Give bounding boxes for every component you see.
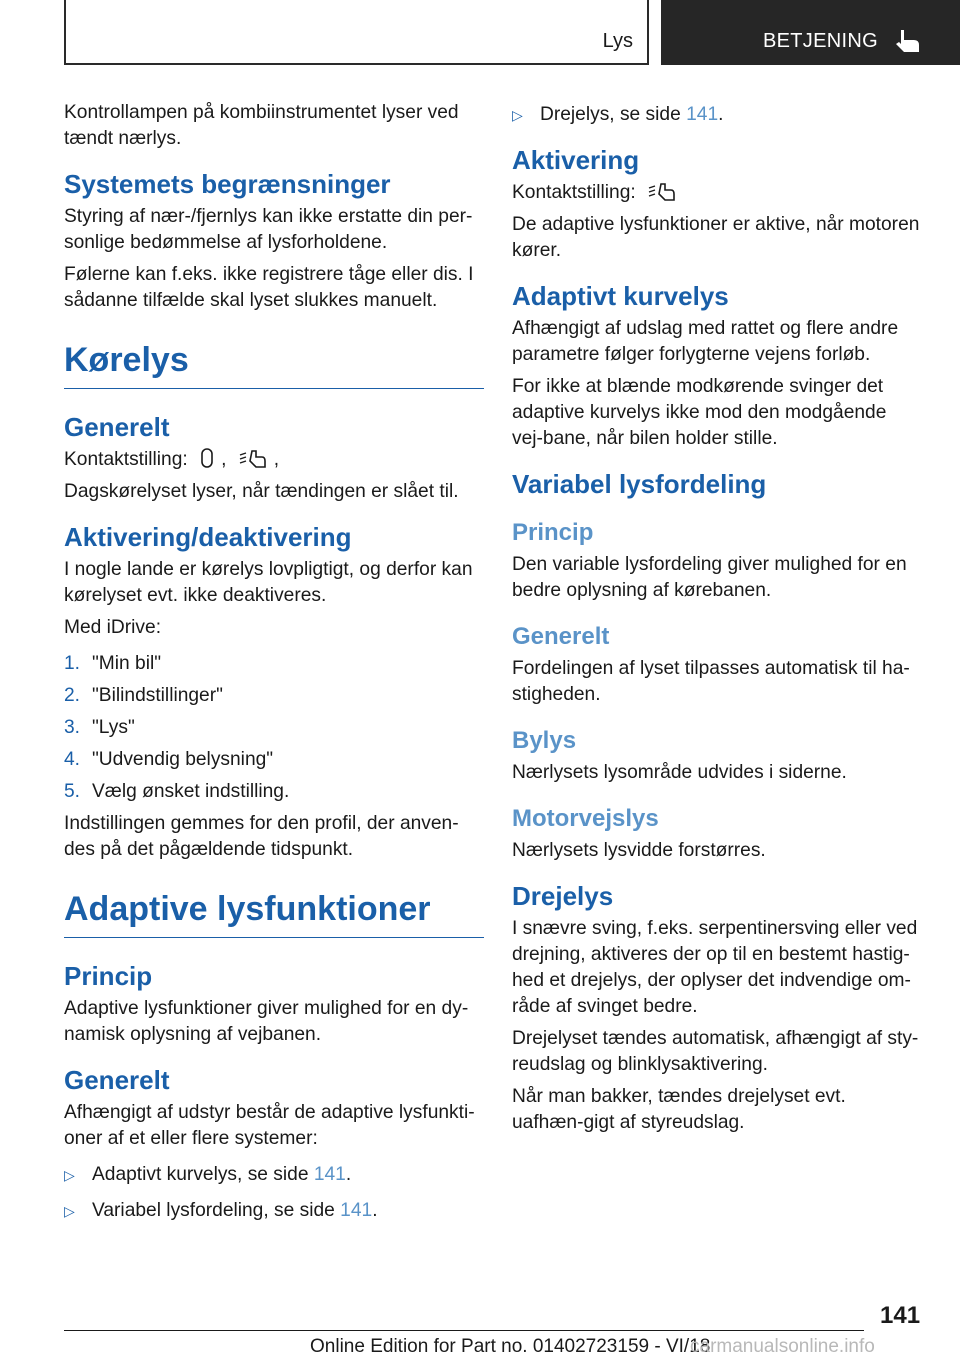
general2-heading: Generelt	[64, 1065, 170, 1095]
header-section-title: Lys	[602, 30, 633, 52]
triangle-bullet-icon: ▷	[64, 1203, 75, 1219]
curve-paragraph-2: For ikke at blænde modkørende svinger det adaptive kurvelys ikke mod den modgående vej-bane, når bilen holder stille.	[512, 376, 887, 449]
list-item: 5. Vælg ønsket indstilling.	[64, 781, 290, 802]
variable-heading: Variabel lysfordeling	[512, 469, 767, 499]
turn-paragraph-3: Når man bakker, tændes drejelyset evt. uafhæn-gigt af styreudslag.	[512, 1086, 846, 1133]
contact-position-line	[64, 447, 484, 473]
list-item: 4. "Udvendig belysning"	[64, 749, 274, 770]
header-chapter-title: BETJENING	[763, 30, 878, 52]
idrive-steps	[64, 651, 484, 805]
triangle-bullet-icon: ▷	[64, 1167, 75, 1183]
triangle-bullet-icon: ▷	[512, 107, 523, 123]
turn-paragraph-1: I snævre sving, f.eks. serpentinersving eller ved drejning, aktiveres der op til en bestemt hastig-hed et drejelys, der oplyser det indvendige om-råde af svinget bedre.	[512, 918, 918, 1017]
activation-paragraph-right: De adaptive lysfunktioner er aktive, når motoren kører.	[512, 214, 920, 261]
curve-heading: Adaptivt kurvelys	[512, 281, 729, 311]
activation-heading: Aktivering/deaktivering	[64, 522, 352, 552]
page-link[interactable]: 141	[313, 1164, 346, 1185]
idrive-label: Med iDrive:	[64, 617, 162, 638]
activation-heading-right: Aktivering	[512, 145, 640, 175]
contact-separator-2: ,	[273, 449, 280, 470]
page-link[interactable]: 141	[340, 1200, 373, 1221]
list-item: ▷ Variabel lysfordeling, se side 141.	[64, 1198, 484, 1224]
page-link[interactable]: 141	[686, 104, 719, 125]
turn-paragraph-2: Drejelyset tændes automatisk, afhængigt af sty-reudslag og blinklysaktivering.	[512, 1028, 919, 1075]
ignition-on-icon	[238, 447, 268, 469]
city-subheading: Bylys	[512, 727, 577, 754]
activation-paragraph: I nogle lande er kørelys lovpligtigt, og derfor kan kørelyset evt. ikke deaktiveres.	[64, 559, 473, 606]
header-section-tab	[64, 0, 649, 65]
systems-list	[64, 1162, 484, 1224]
list-item: 3. "Lys"	[64, 717, 135, 738]
page-number: 141	[880, 1302, 921, 1329]
general-subheading: Generelt	[512, 623, 610, 650]
motorway-subheading: Motorvejslys	[512, 805, 659, 832]
adaptive-heading: Adaptive lysfunktioner	[64, 889, 484, 938]
ignition-on-icon	[647, 180, 677, 202]
general-paragraph-right: Fordelingen af lyset tilpasses automatisk til ha-stigheden.	[512, 658, 910, 705]
watermark: carmanualsonline.info	[690, 1336, 875, 1357]
general-paragraph: Dagskørelyset lyser, når tændingen er slået til.	[64, 481, 459, 502]
list-item: 2. "Bilindstillinger"	[64, 685, 223, 706]
list-item: ▷ Adaptivt kurvelys, se side 141.	[64, 1162, 484, 1188]
edition-text: Online Edition for Part no. 01402723159 - VI/18	[310, 1336, 711, 1357]
korelys-heading: Kørelys	[64, 340, 484, 389]
contact-separator-1: ,	[221, 449, 227, 470]
footer-divider	[64, 1330, 864, 1331]
turn-heading: Drejelys	[512, 881, 614, 911]
list-item: ▷ Drejelys, se side 141.	[512, 102, 922, 128]
contact-label: Kontaktstilling:	[512, 182, 636, 203]
principle-heading: Princip	[64, 961, 153, 991]
general-heading: Generelt	[64, 412, 170, 442]
principle-paragraph: Adaptive lysfunktioner giver mulighed for en dy-namisk oplysning af vejbanen.	[64, 998, 469, 1045]
motorway-paragraph: Nærlysets lysvidde forstørres.	[512, 840, 766, 861]
limits-heading: Systemets begrænsninger	[64, 169, 391, 199]
pointing-hand-icon	[892, 26, 922, 54]
intro-text: Kontrollampen på kombiinstrumentet lyser ved tændt nærlys.	[64, 102, 459, 149]
general2-paragraph: Afhængigt af udstyr består de adaptive lysfunkti-oner af et eller flere systemer:	[64, 1102, 475, 1149]
principle-subheading: Princip	[512, 519, 594, 546]
contact-label: Kontaktstilling:	[64, 449, 188, 470]
curve-paragraph-1: Afhængigt af udslag med rattet og flere andre parametre følger forlygterne vejens forløb.	[512, 318, 899, 365]
steps-after-text: Indstillingen gemmes for den profil, der anven-des på det pågældende tidspunkt.	[64, 813, 459, 860]
limits-paragraph-2: Følerne kan f.eks. ikke registrere tåge eller dis. I sådanne tilfælde skal lyset slukkes manuelt.	[64, 264, 474, 311]
city-paragraph: Nærlysets lysområde udvides i siderne.	[512, 762, 847, 783]
ignition-standby-icon	[199, 447, 215, 469]
list-item: 1. "Min bil"	[64, 653, 162, 674]
contact-position-line-right	[512, 180, 922, 206]
principle-paragraph-right: Den variable lysfordeling giver mulighed for en bedre oplysning af kørebanen.	[512, 554, 907, 601]
limits-paragraph-1: Styring af nær-/fjernlys kan ikke erstatte din per-sonlige bedømmelse af lysforholdene.	[64, 206, 473, 253]
turn-light-list	[512, 102, 922, 128]
right-column	[512, 100, 922, 1142]
left-column	[64, 100, 484, 1234]
